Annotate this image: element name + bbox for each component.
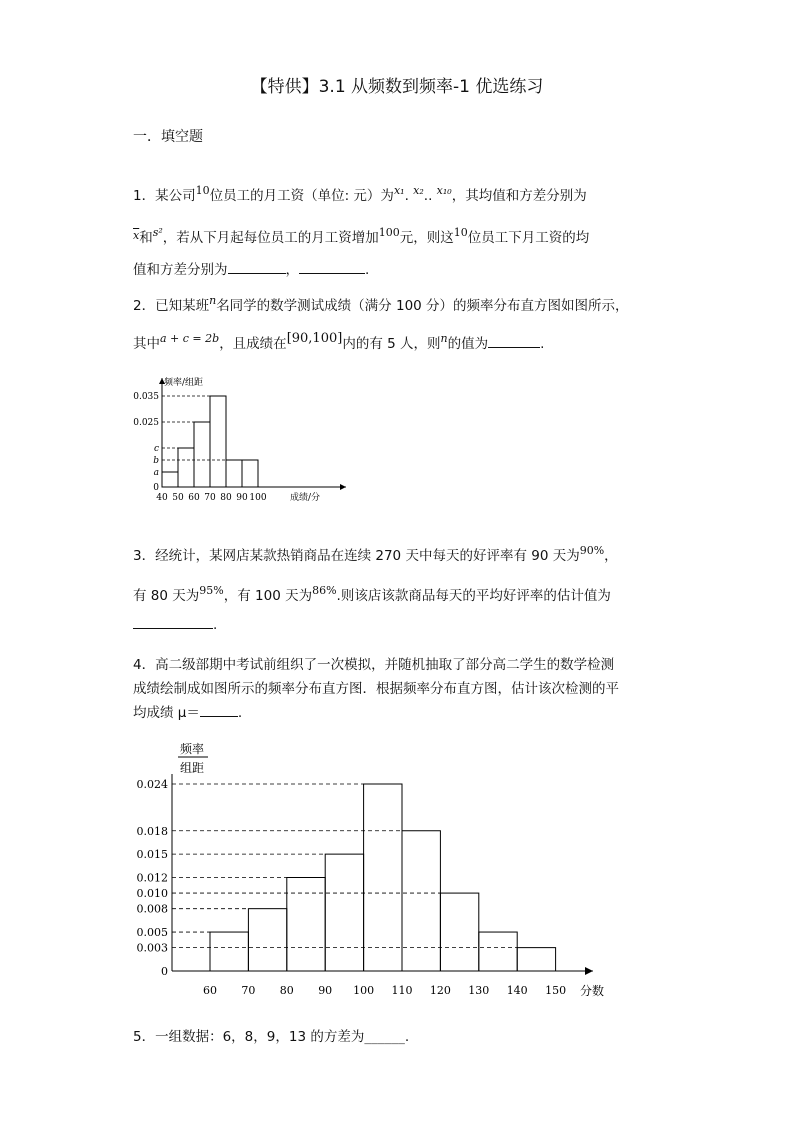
section-heading: 一．填空题 [133,129,203,145]
y-tick-label: 0.008 [136,902,168,916]
answer-blank[interactable]: ______ [364,1029,405,1045]
y-tick-label: 0.024 [136,778,168,791]
histogram-bar [178,448,194,487]
q3-text: . [213,617,218,633]
answer-blank[interactable] [228,261,286,274]
q2-math: n [440,332,448,345]
q1-text: ，若从下月起每位员工的月工资增加 [162,230,379,246]
histogram-bar [242,460,258,487]
x-tick-label: 140 [506,984,528,997]
q1-text: . [365,262,370,278]
q1-math: 100 [378,226,400,239]
histogram-chart-2 [128,738,628,1000]
q2-text: 2．已知某班 [133,298,210,314]
histogram-bar [162,472,178,487]
y-tick-label: c [153,444,159,454]
y-axis-label: 频率/组距 [164,378,204,388]
q2-math: [90,100] [286,331,343,346]
y-axis-label-bottom: 组距 [180,761,205,775]
q3-text: 3．经统计，某网店某款热销商品在连续 270 天中每天的好评率有 90 天为 [133,548,580,564]
q2-line-2 [133,332,544,352]
q1-math: x [133,229,140,242]
histogram-bar [479,932,517,971]
x-tick-label: 130 [468,984,490,997]
histogram-bar [210,932,248,971]
y-tick-label: 0.018 [136,824,168,838]
q2-text: 内的有 5 人，则 [342,336,441,352]
y-tick-label: 0.035 [133,392,159,402]
histogram-bar [287,878,325,972]
y-tick-label: 0.012 [136,871,168,885]
q3-text: .则该店该款商品每天的平均好评率的估计值为 [336,588,611,604]
q2-text: . [540,336,545,352]
x-tick-label: 90 [318,984,333,997]
q4-text: 均成绩 μ＝ [133,705,200,721]
q3-line-3 [133,616,217,633]
x-axis-label: 分数 [580,984,605,998]
x-tick-label: 60 [188,493,200,503]
q1-math: 10 [453,226,468,239]
histogram-chart-1 [128,370,358,505]
x-tick-label: 80 [279,984,294,997]
q2-math: a + c = 2b [160,332,220,345]
x-axis-arrow [585,967,593,975]
x-axis-label: 成绩/分 [290,493,321,503]
histogram-bar [226,460,242,487]
histogram-bar [248,909,286,971]
q4-text: . [237,705,243,721]
q4-line-3 [133,701,242,721]
y-tick-label: 0.005 [136,926,168,940]
q1-text: ，其均值和方差分别为 [451,188,587,204]
x-tick-label: 50 [172,493,184,503]
histogram-bar [194,422,210,487]
q1-math: x₂ [413,184,424,197]
q1-text: 位员工的月工资（单位: 元）为 [209,188,394,204]
y-tick-label: 0 [153,483,159,493]
y-tick-label: 0.015 [136,848,168,862]
answer-blank[interactable] [200,704,238,717]
q4-line-1: 4．高二级部期中考试前组织了一次模拟，并随机抽取了部分高二学生的数学检测 [133,657,615,673]
histogram-bar [325,854,363,971]
histogram-bar [440,893,478,971]
q2-text: 的值为 [447,336,489,352]
y-tick-label: b [153,456,159,466]
q1-text: 和 [139,230,153,246]
q1-text: .. [423,188,433,204]
q3-math: 86% [312,584,337,597]
q2-text: ，且成绩在 [219,336,287,352]
x-axis-arrow [340,484,346,490]
x-tick-label: 40 [156,493,168,503]
answer-blank[interactable] [133,616,213,629]
q5-text: 5．一组数据：6，8，9，13 的方差为 [133,1029,365,1045]
q1-text: 1．某公司 [133,188,196,204]
x-tick-label: 80 [220,493,232,503]
q5-text: . [404,1029,410,1045]
q1-line-2 [133,226,589,246]
histogram-bar [402,831,440,971]
q1-text: 元，则这 [399,230,454,246]
x-tick-label: 110 [391,984,413,997]
q1-text: 位员工下月工资的均 [467,230,590,246]
q2-math: n [209,294,217,307]
histogram-bar [364,784,402,971]
q3-text: ，有 100 天为 [223,588,313,604]
q1-line-3 [133,258,369,278]
y-tick-label: 0 [161,965,168,978]
q1-text: ， [285,262,299,278]
y-axis-label-top: 频率 [180,742,205,756]
q3-math: 90% [579,544,605,557]
q2-text: 其中 [133,336,160,352]
x-tick-label: 120 [429,984,451,997]
q3-math: 95% [199,584,224,597]
x-tick-label: 60 [203,984,217,997]
histogram-bar [210,396,226,487]
y-tick-label: 0.003 [136,941,168,955]
answer-blank[interactable] [488,335,540,348]
x-tick-label: 100 [353,984,375,997]
q1-text: 值和方差分别为 [133,262,228,278]
q1-math: x₁ [393,184,405,197]
answer-blank[interactable] [299,261,365,274]
q2-line-1 [133,294,629,314]
q2-text: 名同学的数学测试成绩（满分 100 分）的频率分布直方图如图所示， [216,298,629,314]
q3-line-1 [133,544,618,564]
q3-text: ， [604,548,618,564]
q3-line-2 [133,584,611,604]
x-tick-label: 90 [236,493,248,503]
y-tick-label: a [153,468,159,478]
q3-text: 有 80 天为 [133,588,200,604]
q1-math: 10 [195,184,210,197]
q4-line-2: 成绩绘制成如图所示的频率分布直方图．根据频率分布直方图，估计该次检测的平 [133,681,619,697]
y-tick-label: 0.010 [136,887,168,901]
x-tick-label: 150 [545,984,567,997]
q1-text: . [404,188,409,204]
page-title: 【特供】3.1 从频数到频率-1 优选练习 [250,77,544,97]
x-tick-label: 100 [249,493,267,503]
y-tick-label: 0.025 [133,418,159,428]
x-tick-label: 70 [204,493,216,503]
q1-math: x₁₀ [436,184,452,197]
question-5 [133,1025,409,1045]
histogram-bar [517,948,555,971]
x-tick-label: 70 [241,984,256,997]
q1-math: s² [152,226,163,239]
q1-line-1 [133,184,587,204]
